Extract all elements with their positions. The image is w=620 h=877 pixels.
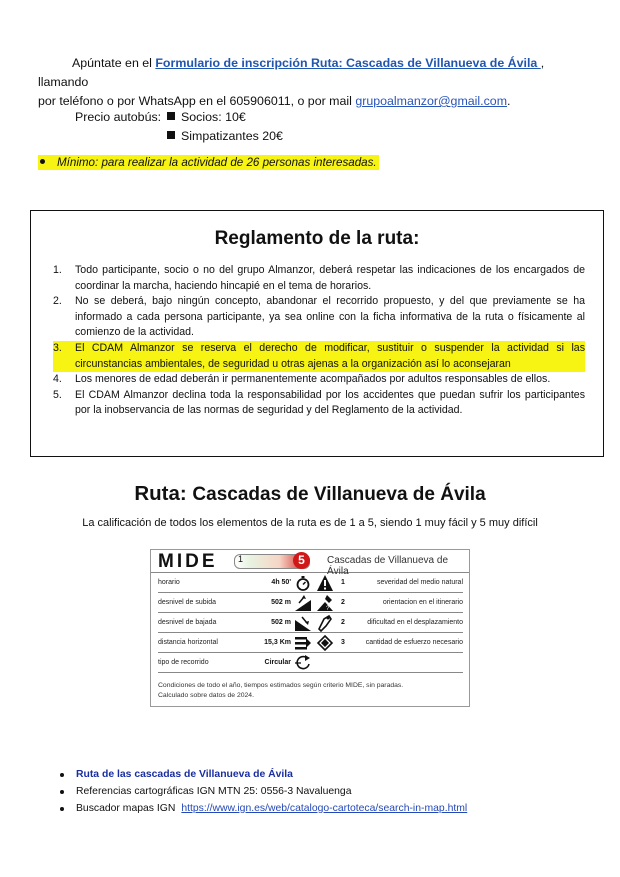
reglamento-item — [53, 372, 585, 388]
row-value: 502 m — [271, 619, 291, 626]
row-label: horario — [158, 579, 180, 586]
svg-text:?: ? — [326, 606, 330, 612]
list-item — [60, 783, 467, 800]
circular-route-icon — [294, 654, 312, 672]
ruta-prefix: Ruta: — [134, 482, 193, 505]
mide-scale — [234, 554, 310, 569]
reglamento-item — [53, 341, 585, 372]
row-label: distancia horizontal — [158, 639, 218, 646]
reglamento-item — [53, 263, 585, 294]
mide-row-horario — [151, 573, 469, 593]
scale-min: 1 — [238, 554, 244, 564]
minimo-note — [38, 156, 379, 169]
mide-row-distancia — [151, 633, 469, 653]
item-number: 1. — [53, 264, 62, 276]
row-label: desnivel de bajada — [158, 619, 217, 626]
orientation-icon — [316, 594, 334, 612]
item-number: 4. — [53, 373, 62, 386]
buscador-url-link[interactable]: https://www.ign.es/web/catalogo-cartoteca/search-in-map.html — [181, 803, 468, 814]
effort-icon — [316, 634, 334, 652]
stopwatch-icon — [294, 574, 312, 592]
row-label: desnivel de subida — [158, 599, 216, 606]
row-score-label: cantidad de esfuerzo necesario — [365, 639, 463, 646]
scale-max: 5 — [293, 552, 310, 569]
mide-row-recorrido — [151, 653, 469, 673]
reglamento-list — [53, 263, 585, 419]
ruta-link[interactable]: Ruta de las cascadas de Villanueva de Ávila — [76, 769, 293, 780]
item-number: 2. — [53, 295, 62, 308]
item-number: 3. — [53, 341, 62, 354]
price-socios: Socios: 10€ — [181, 110, 246, 124]
square-bullet-icon — [167, 131, 175, 139]
ruta-name: Cascadas de Villanueva de Ávila — [192, 484, 486, 505]
row-score: 2 — [341, 619, 345, 626]
warning-icon — [316, 574, 334, 592]
row-score: 3 — [341, 639, 345, 646]
links-list — [60, 766, 467, 817]
email-link[interactable]: grupoalmanzor@gmail.com — [355, 94, 508, 108]
intro-mid: , llamando — [38, 56, 545, 89]
row-score: 1 — [341, 579, 345, 586]
item-text: Los menores de edad deberán ir permanentemente acompañados por adultos responsables de ellos. — [75, 373, 551, 386]
row-score: 2 — [341, 599, 345, 606]
mide-footer-line2: Calculado sobre datos de 2024. — [158, 692, 254, 699]
row-value: 502 m — [271, 599, 291, 606]
reglamento-item — [53, 388, 585, 419]
row-score-label: orientacion en el itinerario — [382, 599, 463, 606]
minimo-text: Mínimo: para realizar la actividad de 26 personas interesadas. — [57, 156, 377, 169]
buscador-label: Buscador mapas IGN — [76, 803, 176, 814]
mide-row-bajada — [151, 613, 469, 633]
row-score-label: dificultad en el desplazamiento — [367, 619, 463, 626]
distance-arrow-icon — [294, 634, 312, 652]
item-text: El CDAM Almanzor declina toda la responsabilidad por los accidentes que puedan sufrir los participantes por la inobservancia de las normas de seguridad y del Reglamento de la actividad. — [75, 388, 585, 417]
bullet-icon — [60, 807, 64, 811]
item-text: El CDAM Almanzor se reserva el derecho de modificar, sustituir o suspender la actividad si las circunstancias ambientales, de seguridad u otras ajenas a la organización así lo aconsejaran — [75, 341, 585, 370]
item-text: Todo participante, socio o no del grupo Almanzor, deberá respetar las indicaciones de los encargados de coordinar la marcha, haciendo hincapié en el tema de horarios. — [75, 264, 585, 292]
intro-suffix: . — [507, 94, 511, 108]
reglamento-box — [30, 210, 604, 457]
mide-logo: MIDE — [158, 551, 218, 572]
list-item — [60, 766, 467, 783]
referencias-text: Referencias cartográficas IGN MTN 25: 0556-3 Navaluenga — [76, 786, 352, 797]
intro-prefix: Apúntate en el — [72, 56, 156, 70]
list-item — [60, 800, 467, 817]
mide-row-subida — [151, 593, 469, 613]
bullet-icon — [60, 790, 64, 794]
intro-line2: por teléfono o por WhatsApp en el 605906011, o por mail — [38, 94, 356, 108]
row-value: 15,3 Km — [264, 639, 291, 646]
ascent-icon — [294, 594, 312, 612]
form-link[interactable]: Formulario de inscripción Ruta: Cascadas de Villanueva de Ávila — [155, 56, 541, 70]
mide-card — [150, 549, 470, 707]
reglamento-item — [53, 294, 585, 341]
descent-icon — [294, 614, 312, 632]
row-score-label: severidad del medio natural — [377, 579, 463, 586]
price-block — [75, 108, 283, 146]
price-simpatizantes: Simpatizantes 20€ — [181, 129, 283, 143]
boot-icon — [316, 614, 334, 632]
row-label: tipo de recorrido — [158, 659, 209, 666]
bullet-icon — [40, 159, 45, 164]
mide-footer — [158, 681, 403, 701]
ruta-title — [0, 482, 620, 506]
price-label: Precio autobús: — [75, 110, 162, 124]
item-number: 5. — [53, 388, 62, 401]
row-value: 4h 50' — [271, 579, 291, 586]
mide-route-name: Cascadas de Villanueva de Ávila — [327, 555, 449, 577]
mide-header — [151, 550, 469, 577]
reglamento-title: Reglamento de la ruta: — [214, 228, 420, 249]
item-text: No se deberá, bajo ningún concepto, abandonar el recorrido propuesto, y del que previamente se ha informado a cada persona participante, ya sea online con la ficha informativa de la ruta o físicamente al comienzo de la actividad. — [75, 295, 585, 339]
intro-paragraph — [38, 54, 583, 111]
square-bullet-icon — [167, 112, 175, 120]
calificacion-text: La calificación de todos los elementos de la ruta es de 1 a 5, siendo 1 muy fácil y 5 muy difícil — [82, 517, 538, 529]
bullet-icon — [60, 773, 64, 777]
mide-footer-line1: Condiciones de todo el año, tiempos estimados según criterio MIDE, sin paradas. — [158, 682, 404, 689]
row-value: Circular — [264, 659, 291, 666]
